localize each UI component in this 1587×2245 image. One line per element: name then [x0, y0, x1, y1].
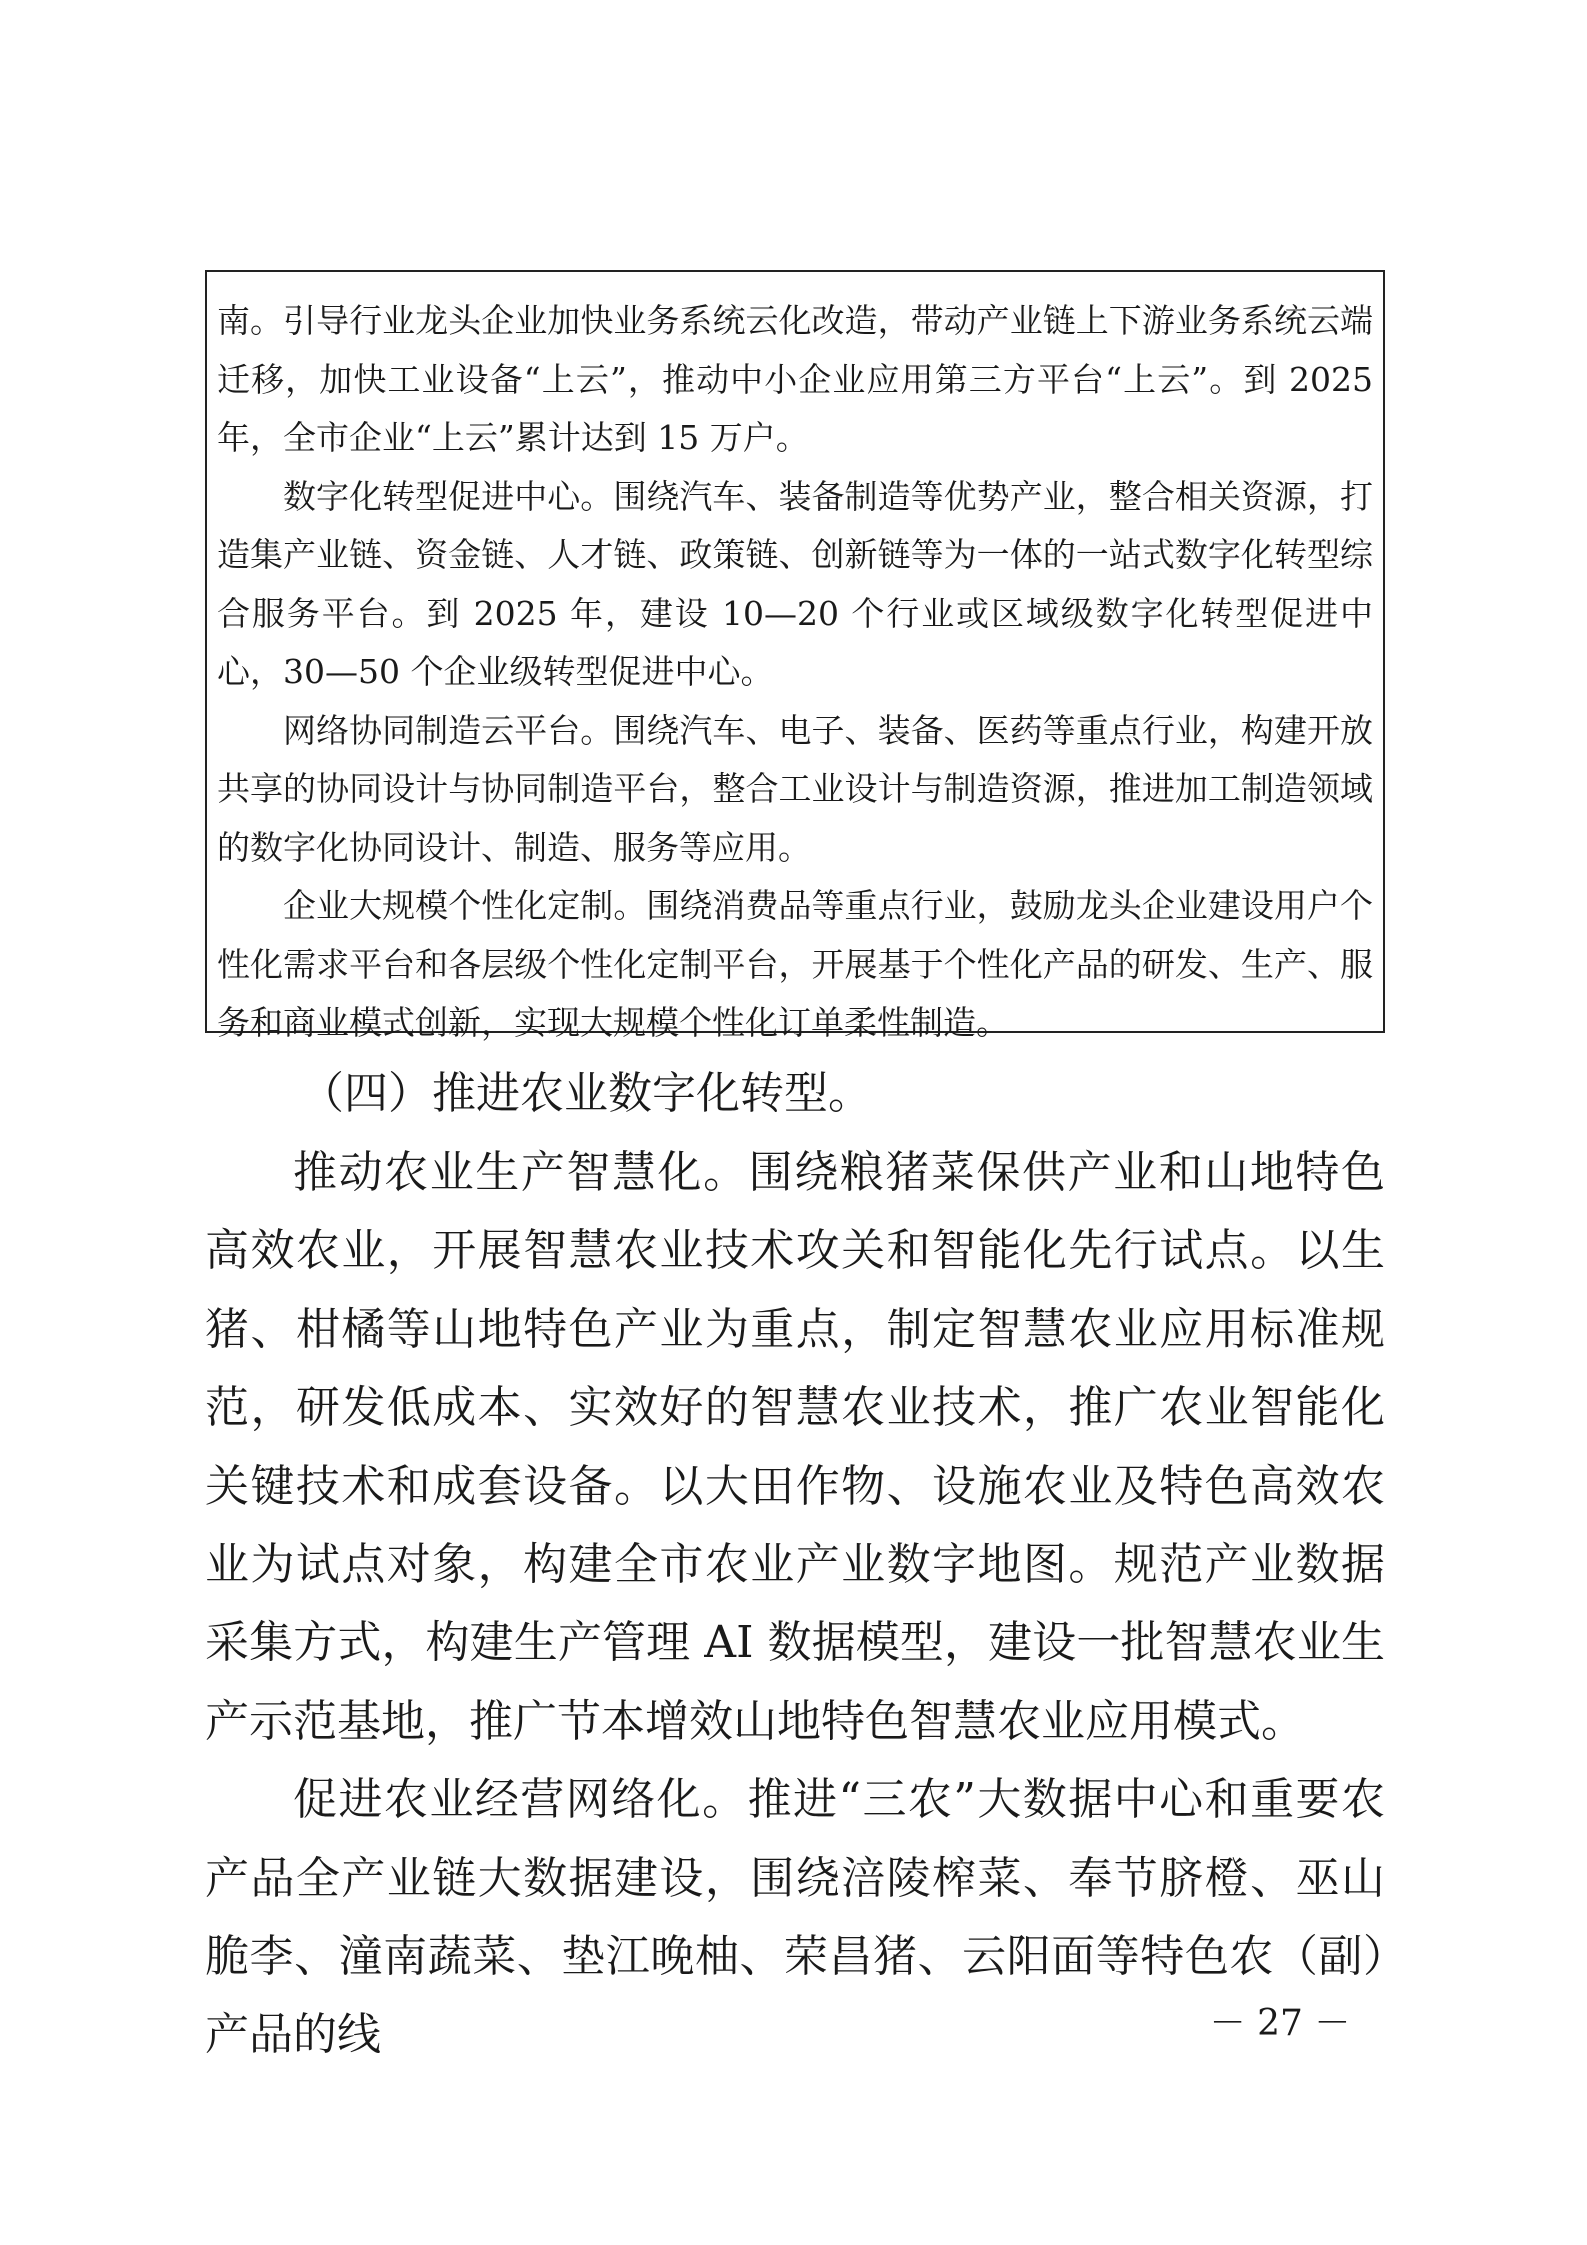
box-paragraph-customization: 企业大规模个性化定制。围绕消费品等重点行业，鼓励龙头企业建设用户个性化需求平台和各层级个性化定制平台，开展基于个性化产品的研发、生产、服务和商业模式创新，实现大规模个性化订单柔性制造。	[217, 886, 1373, 1042]
highlight-box	[205, 270, 1385, 1042]
section-body	[205, 1134, 1385, 2075]
box-paragraph-collaborative-platform: 网络协同制造云平台。围绕汽车、电子、装备、医药等重点行业，构建开放共享的协同设计与协同制造平台，整合工业设计与制造资源，推进加工制造领域的数字化协同设计、制造、服务等应用。	[217, 710, 1373, 867]
page-number: － 27 －	[1209, 2003, 1351, 2044]
section-heading: （四）推进农业数字化转型。	[300, 1068, 872, 1119]
body-paragraph-smart-production: 推动农业生产智慧化。围绕粮猪菜保供产业和山地特色高效农业，开展智慧农业技术攻关和智能化先行试点。以生猪、柑橘等山地特色产业为重点，制定智慧农业应用标准规范，研发低成本、实效好的智慧农业技术，推广农业智能化关键技术和成套设备。以大田作物、设施农业及特色高效农业为试点对象，构建全市农业产业数字地图。规范产业数据采集方式，构建生产管理 AI 数据模型，建设一批智慧农业生产示范基地，推广节本增效山地特色智慧农业应用模式。	[205, 1147, 1385, 1747]
box-paragraph-cloud: 南。引导行业龙头企业加快业务系统云化改造，带动产业链上下游业务系统云端迁移，加快工业设备“上云”，推动中小企业应用第三方平台“上云”。到 2025 年，全市企业“上云”累计达到 15 万户。	[217, 301, 1373, 457]
body-paragraph-network-operation: 促进农业经营网络化。推进“三农”大数据中心和重要农产品全产业链大数据建设，围绕涪陵榨菜、奉节脐橙、巫山脆李、潼南蔬菜、垫江晚柚、荣昌猪、云阳面等特色农（副）产品的线	[205, 1774, 1385, 2061]
box-paragraph-transformation-center: 数字化转型促进中心。围绕汽车、装备制造等优势产业，整合相关资源，打造集产业链、资金链、人才链、政策链、创新链等为一体的一站式数字化转型综合服务平台。到 2025 年，建设 10—20 个行业或区域级数字化转型促进中心，30—50 个企业级转型促进中心。	[217, 476, 1373, 691]
